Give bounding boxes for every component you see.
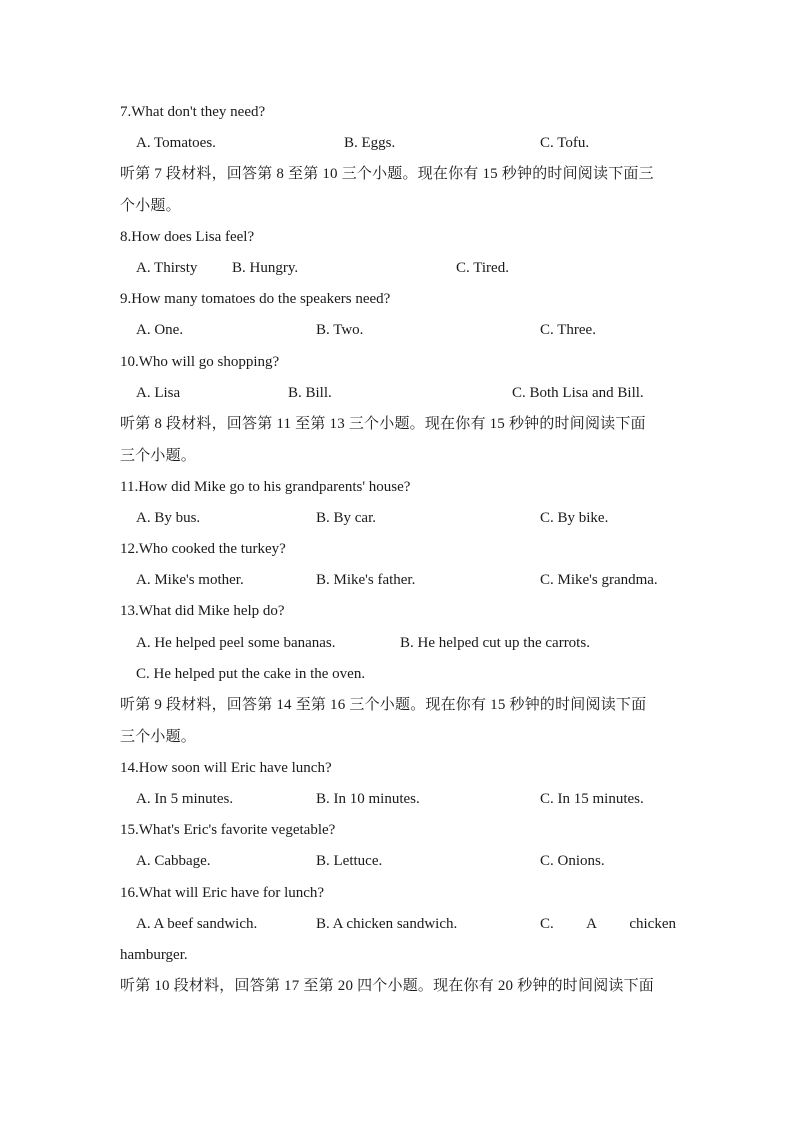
question-14-option-c: C. In 15 minutes. <box>540 791 644 807</box>
question-16-option-c-word2: chicken <box>629 916 676 932</box>
question-13-option-a: A. He helped peel some bananas. <box>136 635 336 651</box>
question-11-option-b: B. By car. <box>316 510 376 526</box>
question-16-option-c-letter: C. <box>540 916 554 932</box>
question-12-option-c: C. Mike's grandma. <box>540 572 658 588</box>
question-10-option-a: A. Lisa <box>136 385 181 401</box>
question-15-option-c: C. Onions. <box>540 853 605 869</box>
question-16-option-c-continuation: hamburger. <box>120 947 188 963</box>
question-10-stem: 10.Who will go shopping? <box>120 354 280 370</box>
question-7-stem: 7.What don't they need? <box>120 104 266 120</box>
question-11-option-c: C. By bike. <box>540 510 609 526</box>
section-7-instruction-line1: 听第 7 段材料，回答第 8 至第 10 三个小题。现在你有 15 秒钟的时间阅读下面三 <box>120 166 654 182</box>
question-15-stem: 15.What's Eric's favorite vegetable? <box>120 822 336 838</box>
question-9-stem: 9.How many tomatoes do the speakers need? <box>120 291 391 307</box>
question-7-option-c: C. Tofu. <box>540 135 590 151</box>
question-10-option-c: C. Both Lisa and Bill. <box>512 385 644 401</box>
question-8-option-b: B. Hungry. <box>232 260 299 276</box>
question-12-option-b: B. Mike's father. <box>316 572 416 588</box>
question-11-stem: 11.How did Mike go to his grandparents' house? <box>120 479 411 495</box>
question-16-option-b: B. A chicken sandwich. <box>316 916 458 932</box>
section-7-instruction-line2: 个小题。 <box>120 198 181 214</box>
question-14-stem: 14.How soon will Eric have lunch? <box>120 760 332 776</box>
question-10-option-b: B. Bill. <box>288 385 332 401</box>
section-8-instruction-line1: 听第 8 段材料，回答第 11 至第 13 三个小题。现在你有 15 秒钟的时间阅读下面 <box>120 416 646 432</box>
question-12-stem: 12.Who cooked the turkey? <box>120 541 286 557</box>
question-15-option-a: A. Cabbage. <box>136 853 211 869</box>
question-7-option-a: A. Tomatoes. <box>136 135 216 151</box>
question-12-option-a: A. Mike's mother. <box>136 572 244 588</box>
question-8-option-a: A. Thirsty <box>136 260 198 276</box>
question-16-option-c <box>540 914 676 934</box>
question-13-stem: 13.What did Mike help do? <box>120 603 285 619</box>
question-15-option-b: B. Lettuce. <box>316 853 383 869</box>
question-9-option-a: A. One. <box>136 322 184 338</box>
question-14-option-a: A. In 5 minutes. <box>136 791 234 807</box>
question-9-option-c: C. Three. <box>540 322 596 338</box>
question-7-option-b: B. Eggs. <box>344 135 396 151</box>
question-9-option-b: B. Two. <box>316 322 364 338</box>
question-13-option-b: B. He helped cut up the carrots. <box>400 635 590 651</box>
question-16-option-a: A. A beef sandwich. <box>136 916 258 932</box>
question-11-option-a: A. By bus. <box>136 510 201 526</box>
section-10-instruction-line1: 听第 10 段材料，回答第 17 至第 20 四个小题。现在你有 20 秒钟的时间阅读下面 <box>120 978 655 994</box>
section-9-instruction-line2: 三个小题。 <box>120 729 197 745</box>
question-14-option-b: B. In 10 minutes. <box>316 791 420 807</box>
question-16-option-c-word1: A <box>586 916 597 932</box>
question-8-option-c: C. Tired. <box>456 260 509 276</box>
question-13-option-c: C. He helped put the cake in the oven. <box>136 666 366 682</box>
section-8-instruction-line2: 三个小题。 <box>120 448 197 464</box>
question-16-stem: 16.What will Eric have for lunch? <box>120 885 325 901</box>
question-8-stem: 8.How does Lisa feel? <box>120 229 255 245</box>
section-9-instruction-line1: 听第 9 段材料，回答第 14 至第 16 三个小题。现在你有 15 秒钟的时间阅读下面 <box>120 697 647 713</box>
